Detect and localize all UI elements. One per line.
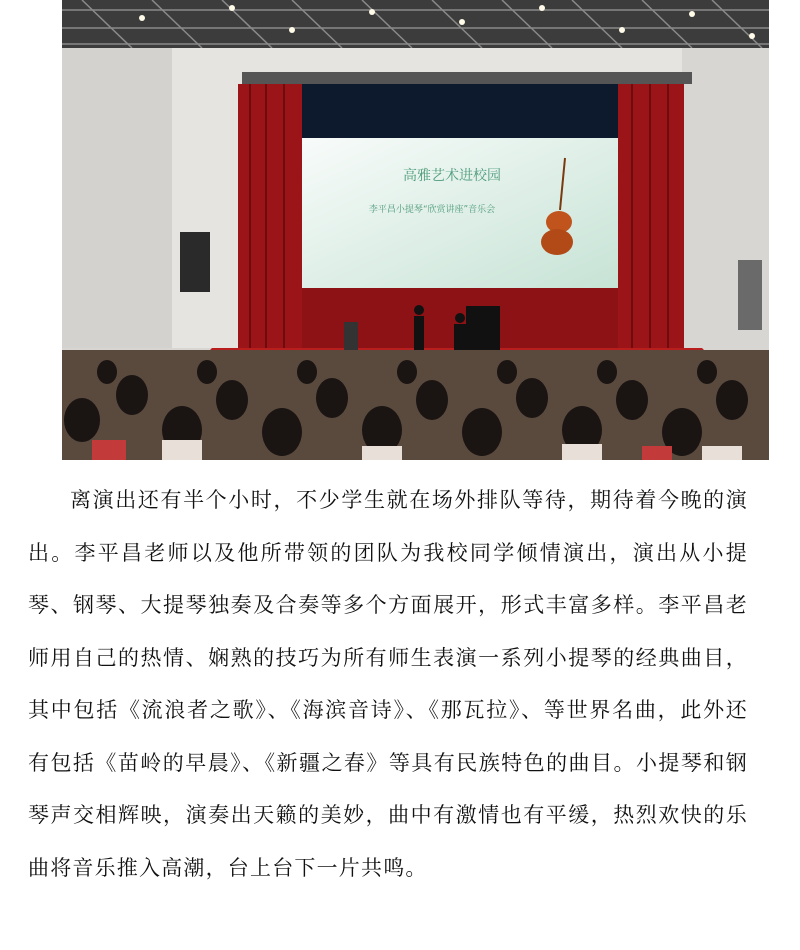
article-paragraph: 离演出还有半个小时，不少学生就在场外排队等待，期待着今晚的演出。李平昌老师以及他所带领的团队为我校同学倾情演出，演出从小提琴、钢琴、大提琴独奏及合奏等多个方面展开，形式丰富多样。李平昌老师用自己的热情、娴熟的技巧为所有师生表演一系列小提琴的经典曲目，其中包括《流浪者之歌》、《海滨音诗》、《那瓦拉》、等世界名曲，此外还有包括《苗岭的早晨》、《新疆之春》等具有民族特色的曲目。小提琴和钢琴声交相辉映，演奏出天籁的美妙，曲中有激情也有平缓，热烈欢快的乐曲将音乐推入高潮，台上台下一片共鸣。 bbox=[28, 488, 748, 880]
screen-subtitle: 李平昌小提琴“欣赏讲座”音乐会 bbox=[368, 205, 496, 215]
screen-title: 高雅艺术进校园 bbox=[403, 168, 501, 184]
concert-photo bbox=[62, 0, 769, 460]
article-body bbox=[28, 474, 748, 894]
